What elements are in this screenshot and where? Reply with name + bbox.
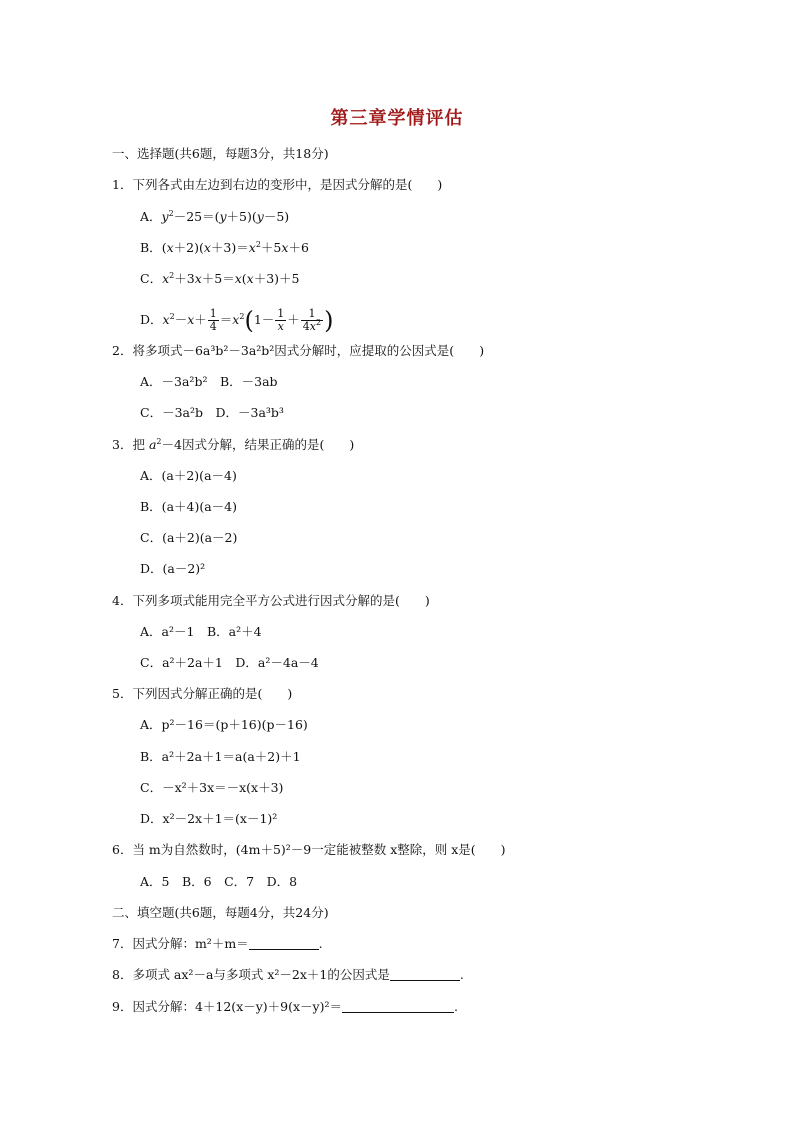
- question-2-options-cd: C．－3a²b D．－3a³b³: [140, 405, 284, 420]
- question-6-stem: 6．当 m为自然数时，(4m＋5)²－9一定能被整数 x整除，则 x是( ): [112, 842, 506, 857]
- question-5-option-b: B．a²＋2a＋1＝a(a＋2)＋1: [140, 749, 301, 764]
- question-9: 9．因式分解：4＋12(x－y)＋9(x－y)²＝ .: [112, 999, 458, 1014]
- question-3-option-c: C．(a＋2)(a－2): [140, 530, 238, 545]
- fraction-one-over-4x2: $\frac{1}{4x^2}$: [302, 307, 322, 333]
- question-2-stem: 2．将多项式－6a³b²－3a²b²因式分解时，应提取的公因式是( ): [112, 343, 485, 358]
- question-2-options-ab: A．－3a²b² B．－3ab: [140, 374, 278, 389]
- question-5-option-d: D．x²－2x＋1＝(x－1)²: [140, 811, 278, 826]
- question-5-option-c: C．－x²＋3x＝－x(x＋3): [140, 780, 284, 795]
- question-8: 8．多项式 ax²－a与多项式 x²－2x＋1的公因式是 .: [112, 967, 464, 982]
- question-7: 7．因式分解：m²＋m＝ .: [112, 936, 323, 951]
- section-choice-heading: 一、选择题(共6题，每题3分，共18分): [112, 146, 329, 161]
- question-3-option-a: A．(a＋2)(a－4): [140, 468, 237, 483]
- question-1-option-b: B．$(x+2)(x+3)=x^2+5x+6$: [140, 240, 309, 255]
- question-1-option-c: C．$x^2+3x+5=x(x+3)+5$: [140, 271, 300, 286]
- fraction-one-over-x: $\frac{1}{x}$: [277, 307, 285, 333]
- question-1-stem: 1．下列各式由左边到右边的变形中，是因式分解的是( ): [112, 177, 443, 192]
- answer-blank-8[interactable]: [390, 968, 460, 981]
- question-1-option-a: A．$y^2-25=(y+5)(y-5)$: [140, 209, 290, 224]
- answer-blank-7[interactable]: [249, 937, 319, 950]
- question-4-options-ab: A．a²－1 B．a²＋4: [140, 624, 262, 639]
- question-4-stem: 4．下列多项式能用完全平方公式进行因式分解的是( ): [112, 593, 430, 608]
- question-5-stem: 5．下列因式分解正确的是( ): [112, 686, 293, 701]
- question-6-options: A．5 B．6 C．7 D．8: [140, 874, 298, 889]
- question-3-stem: 3．把 $a^2-4$因式分解，结果正确的是( ): [112, 437, 355, 452]
- page-title: 第三章学情评估: [330, 108, 464, 129]
- question-4-options-cd: C．a²＋2a＋1 D．a²－4a－4: [140, 655, 319, 670]
- fraction-one-quarter: $\frac{1}{4}$: [209, 307, 217, 333]
- question-3-option-b: B．(a＋4)(a－4): [140, 499, 238, 514]
- question-5-option-a: A．p²－16＝(p＋16)(p－16): [140, 717, 308, 732]
- question-3-option-d: D．(a－2)²: [140, 561, 206, 576]
- question-1-option-d: D．$x^2-x+$ $\frac{1}{4}$ $=x^2(1-$ $\frac{1}{x}$ ＋ $\frac{1}{4x^2}$ ): [140, 306, 334, 335]
- answer-blank-9[interactable]: [342, 1000, 454, 1013]
- section-fill-heading: 二、填空题(共6题，每题4分，共24分): [112, 905, 329, 920]
